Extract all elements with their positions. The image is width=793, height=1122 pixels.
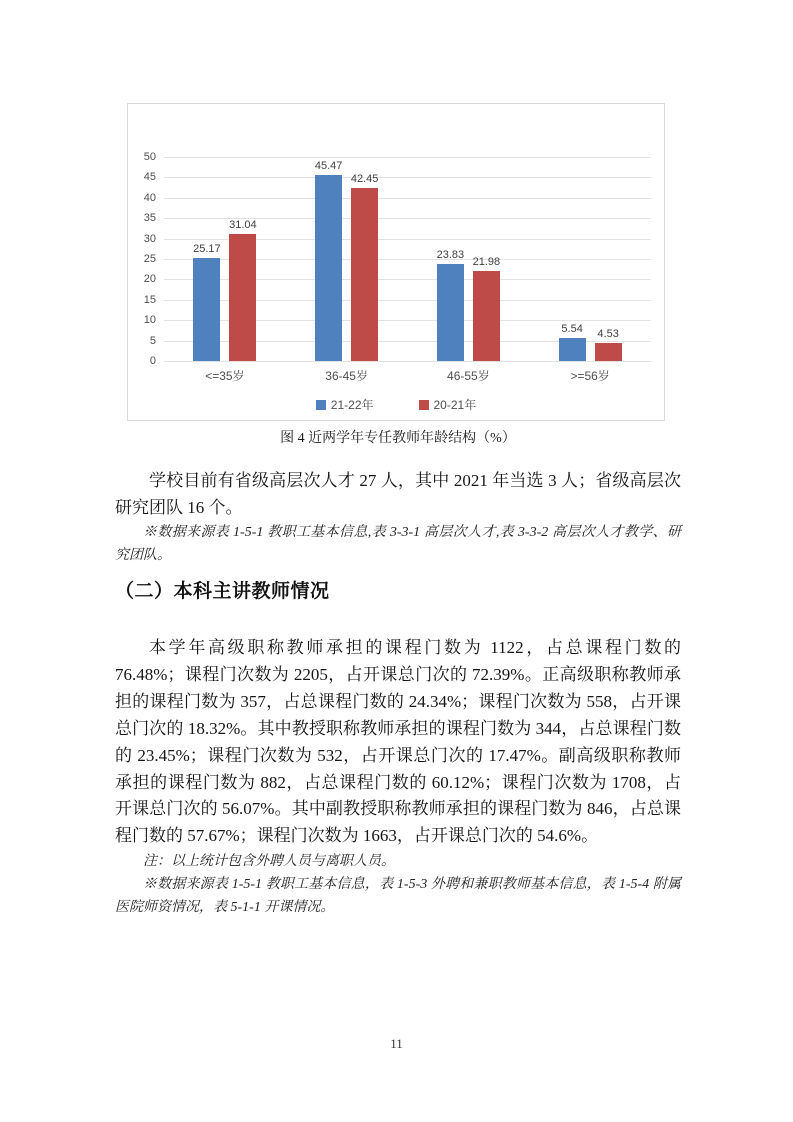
bar-with-label	[559, 157, 586, 361]
bar	[229, 234, 256, 361]
bar-with-label	[351, 157, 378, 361]
age-structure-bar-chart	[127, 103, 665, 421]
x-tick-label: 36-45岁	[325, 369, 368, 383]
bar	[315, 175, 342, 361]
bar-value-label: 21.98	[472, 256, 501, 269]
y-tick-label: 0	[149, 355, 156, 367]
x-tick-label: >=56岁	[570, 369, 610, 383]
y-tick-label: 25	[143, 253, 156, 265]
y-tick-label: 10	[143, 314, 156, 327]
statistics-note: 注：以上统计包含外聘人员与离职人员。	[143, 854, 395, 870]
bar-with-label	[315, 157, 342, 361]
gridline	[164, 361, 651, 362]
legend-swatch-icon	[419, 400, 429, 410]
bar-value-label: 42.45	[350, 172, 379, 185]
y-tick-label: 5	[149, 334, 156, 347]
x-tick-label: <=35岁	[205, 369, 245, 383]
bar-group	[529, 157, 651, 361]
bar-value-label: 5.54	[561, 323, 583, 336]
bar-group	[164, 157, 286, 361]
bar	[559, 338, 586, 361]
bar	[595, 343, 622, 361]
y-tick-label: 35	[143, 212, 156, 225]
y-tick-label: 40	[143, 191, 156, 204]
bar-with-label	[193, 157, 220, 361]
bar	[437, 264, 464, 361]
paragraph-course-stats: 本学年高级职称教师承担的课程门数为 1122，占总课程门数的 76.48%；课程门次数为 2205，占开课总门次的 72.39%。正高级职称教师承担的课程门数为 357，占总课程门数的 24.34%；课程门次数为 558，占开课总门次的 18.32%。其中教授职称教师承担的课程门数为 344，占总课程门数的 23.45%；课程门次数为 532，占开课总门次的 17.47%。副高级职称教师承担的课程门数为 882，占总课程门数的 60.12%；课程门次数为 1708，占开课总门次的 56.07%。其中副教授职称教师承担的课程门数为 846，占总课程门数的 57.67%；课程门次数为 1663，占开课总门次的 54.6%。	[115, 638, 681, 846]
bar-with-label	[437, 157, 464, 361]
figure-caption: 图 4 近两学年专任教师年龄结构（%）	[280, 431, 516, 446]
x-axis	[164, 367, 651, 384]
y-tick-label: 20	[143, 273, 156, 286]
bar	[473, 271, 500, 361]
legend-label: 21-22年	[330, 398, 374, 412]
data-source-note-1: ※数据来源表 1-5-1 教职工基本信息,表 3-3-1 高层次人才,表 3-3-2 高层次人才教学、研究团队。	[115, 525, 681, 563]
bar-groups	[164, 157, 651, 361]
page-number: 11	[390, 1036, 403, 1051]
y-tick-label: 15	[143, 293, 156, 306]
y-tick-label: 30	[143, 232, 156, 245]
bar-group	[286, 157, 408, 361]
y-tick-label: 45	[143, 171, 156, 184]
bar-with-label	[229, 157, 256, 361]
bar-value-label: 4.53	[597, 327, 619, 340]
legend-label: 20-21年	[433, 398, 477, 412]
legend-item	[316, 396, 374, 413]
section-heading: （二）本科主讲教师情况	[115, 581, 330, 602]
x-tick-label: 46-55岁	[447, 369, 490, 383]
bar-value-label: 31.04	[229, 219, 257, 232]
data-source-note-2: ※数据来源表 1-5-1 教职工基本信息，表 1-5-3 外聘和兼职教师基本信息，表 1-5-4 附属医院师资情况，表 5-1-1 开课情况。	[115, 877, 681, 916]
bar-value-label: 23.83	[436, 248, 465, 261]
bar-value-label: 45.47	[314, 160, 343, 173]
bar-value-label: 25.17	[193, 243, 221, 256]
chart-legend	[128, 396, 664, 413]
bar-with-label	[595, 157, 622, 361]
bar-with-label	[473, 157, 500, 361]
bar-group	[408, 157, 530, 361]
bar	[351, 188, 378, 361]
y-axis	[128, 151, 158, 367]
legend-item	[419, 396, 477, 413]
paragraph-talent: 学校目前有省级高层次人才 27 人，其中 2021 年当选 3 人；省级高层次研究团队 16 个。	[115, 471, 681, 517]
text-column	[115, 430, 681, 919]
legend-swatch-icon	[316, 400, 326, 410]
plot-area	[164, 157, 651, 361]
bar	[193, 258, 220, 361]
y-tick-label: 50	[143, 151, 156, 163]
